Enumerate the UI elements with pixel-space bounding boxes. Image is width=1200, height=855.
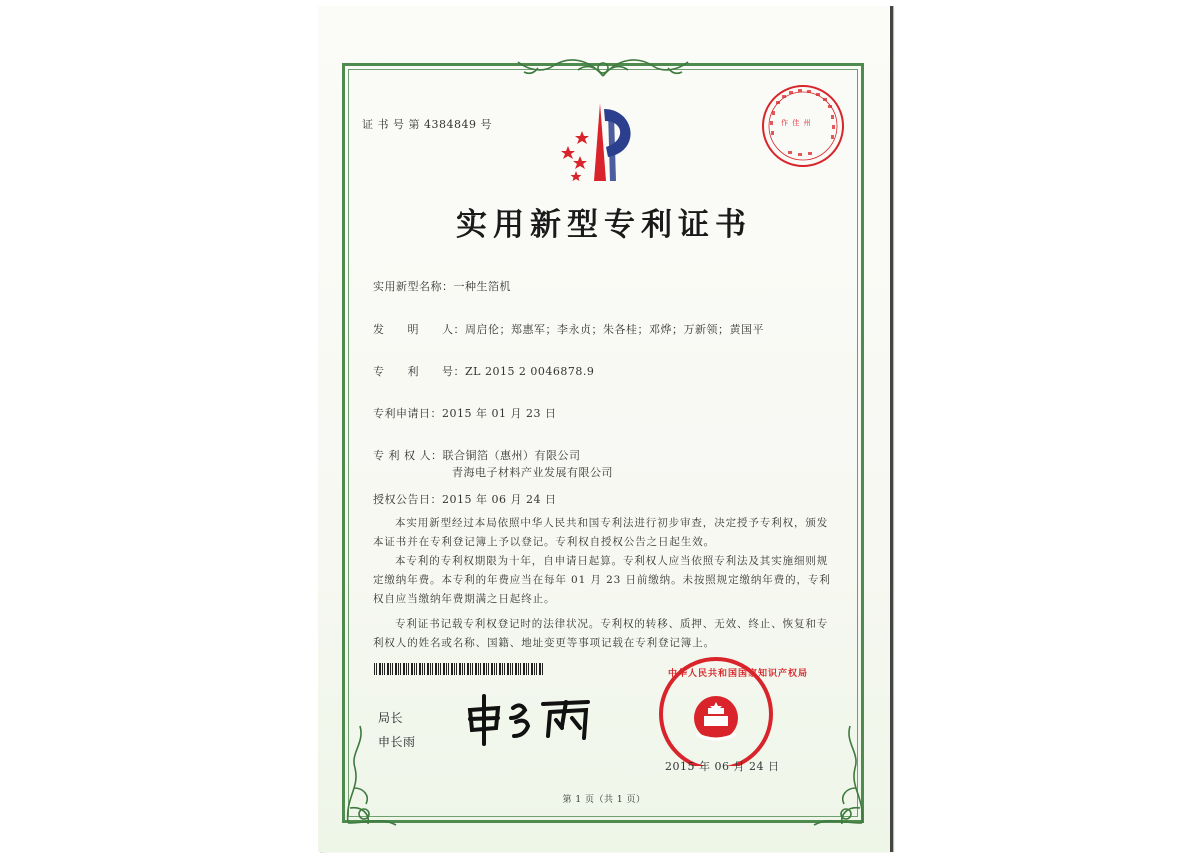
patentee-1: 专 利 权 人：联合铜箔（惠州）有限公司 xyxy=(373,449,581,462)
grant-date: 授权公告日：2015 年 06 月 24 日 xyxy=(373,493,557,506)
patent-office-logo-icon xyxy=(550,101,650,186)
inventors: 发 明 人：周启伦；郑惠军；李永贞；朱各桂；邓烨；万新领；黄国平 xyxy=(373,323,764,336)
certificate-number: 证 书 号 第 4384849 号 xyxy=(362,118,492,131)
filing-date: 专利申请日：2015 年 01 月 23 日 xyxy=(373,407,557,420)
patent-number: 专 利 号：ZL 2015 2 0046878.9 xyxy=(373,365,595,378)
signature-icon xyxy=(458,688,608,748)
official-seal-text: 中华人民共和国国家知识产权局 xyxy=(668,669,809,679)
patentee-2: 青海电子材料产业发展有限公司 xyxy=(452,466,613,479)
agency-stamp-text: 作 佳 州 xyxy=(781,119,812,127)
utility-model-name: 实用新型名称：一种生箔机 xyxy=(373,280,511,293)
paragraph-grant: 本实用新型经过本局依照中华人民共和国专利法进行初步审查，决定授予专利权，颁发本证书并在专利登记簿上予以登记。专利权自授权公告之日起生效。 xyxy=(373,517,829,548)
seal-date: 2015 年 06 月 24 日 xyxy=(665,760,780,773)
certificate-sheet xyxy=(318,6,890,852)
paragraph-legal-status: 专利证书记载专利权登记时的法律状况。专利权的转移、质押、无效、终止、恢复和专利权人的姓名或名称、国籍、地址变更等事项记载在专利登记簿上。 xyxy=(373,618,829,649)
certificate-title: 实用新型专利证书 xyxy=(456,207,752,243)
bottom-right-ornament-icon xyxy=(810,718,870,828)
top-ornament-icon xyxy=(508,48,698,88)
page-info: 第 1 页（共 1 页） xyxy=(562,795,646,805)
certificate-body xyxy=(373,514,833,653)
director-title: 局长 xyxy=(378,711,404,725)
director-name: 申长雨 xyxy=(378,735,416,749)
paragraph-term: 本专利的专利权期限为十年，自申请日起算。专利权人应当依照专利法及其实施细则规定缴纳年费。本专利的年费应当在每年 01 月 23 日前缴纳。未按照规定缴纳年费的，专利权自应当缴纳年费期满之日起终止。 xyxy=(373,555,831,605)
barcode xyxy=(374,663,544,675)
